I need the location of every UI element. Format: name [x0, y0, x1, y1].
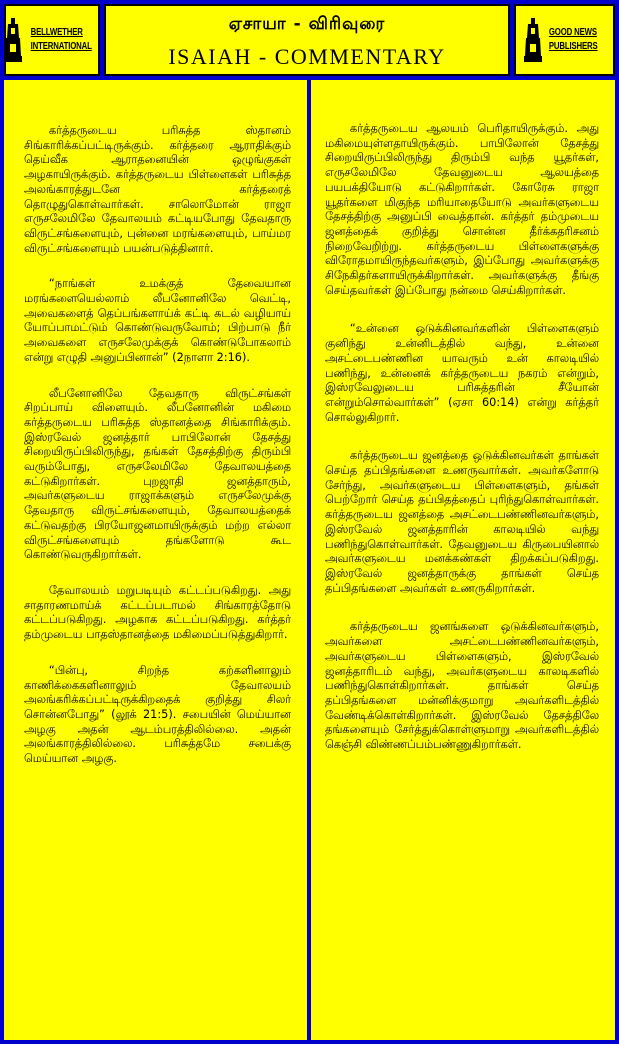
right-paragraph-3: கர்த்தருடைய ஜனத்தை ஒடுக்கினவர்கள் தாங்கள் செய்த தப்பிதங்களை உணருவார்கள். அவர்களோடு சேர்ந்து, அவர்களுடைய பிள்ளைகளும், தங்கள் பெற்றோர் செய்த தப்பிதத்தைப் புரிந்துகொள்வார்கள். கர்த்தருடைய ஜனத்தை அசட்டைபண்ணினவர்களும், இஸ்ரவேல் ஜனத்தாரின் காலடியில் வந்து பணிந்துகொள்வார்கள். தேவனுடைய கிருபையினால் அவர்களுடைய மனக்கண்கள் திறக்கப்படுகிறது. இஸ்ரவேல் ஜனத்தாருக்கு தாங்கள் செய்த தப்பிதங்களை அவர்கள் உணருகிறார்கள். — [325, 449, 599, 595]
left-paragraph-1: கர்த்தருடைய பரிசுத்த ஸ்தானம் சிங்காரிக்கப்பட்டிருக்கும். கர்த்தரை ஆராதிக்கும் தெய்வீக ஆராதனையின் ஒழுங்குகள் அழகாயிருக்கும். கர்த்தருடைய பிள்ளைகள் பரிசுத்த அலங்காரத்துடனே கர்த்தரைத் தொழுதுகொள்வார்கள். சாலொமோன் ராஜா எருசலேமிலே தேவாலயம் கட்டியபோது தேவதாரு விருட்சங்களையும், புன்னை மரங்களையும், பாய்மர விருட்சங்களையும் பயன்படுத்தினார். — [24, 124, 291, 255]
bellwether-logo-text — [30, 26, 91, 54]
left-paragraph-3: லீபனோனிலே தேவதாரு விருட்சங்கள் சிறப்பாய் விளையும். லீபனோனின் மகிமை கர்த்தருடைய பரிசுத்த ஸ்தானத்தை சிங்காரிக்கும். இஸ்ரவேல் ஜனத்தார் பாபிலோன் தேசத்து சிறையிருப்பிலிருந்து, தங்கள் தேசத்திற்கு திரும்பி வரும்போது, எருசலேமிலே தேவாலயத்தை கட்டுகிறார்கள். புறஜாதி ஜனத்தாரும், அவர்களுடைய ராஜாக்களும் எருசலேமுக்கு தேவதாரு விருட்சங்களையும், தேவாலயத்தைக் கட்டுவதற்கு பிரயோஜனமாயிருக்கும் மற்ற எல்லா விருட்சங்களையும் தங்களோடு கூட கொண்டுவருகிறார்கள். — [24, 386, 291, 562]
logo-left-line2: INTERNATIONAL — [30, 41, 92, 52]
good-news-logo-text — [549, 26, 598, 54]
left-paragraph-2: “நாங்கள் உமக்குத் தேவையான மரங்களையெல்லாம் லீபனோனிலே வெட்டி, அவைகளைத் தெப்பங்களாய்க் கட்டி கடல் வழியாய் யோப்பாமட்டும் கொண்டுவருவோம்; பிற்பாடு நீர் அவைகளை எருசலேமுக்குக் கொண்டுபோகலாம் என்று எழுதி அனுப்பினான்” (2நாளா 2:16). — [24, 277, 291, 364]
right-paragraph-4: கர்த்தருடைய ஜனங்களை ஒடுக்கினவர்களும், அவர்களை அசட்டைபண்ணினவர்களும், அவர்களுடைய பிள்ளைகளும், இஸ்ரவேல் ஜனத்தாரிடம் வந்து, அவர்களுடைய காலடிகளில் பணிந்துகொள்கிறார்கள். தாங்கள் செய்த தப்பிதங்களை மன்னிக்குமாறு அவர்களிடத்தில் வேண்டிக்கொள்கிறார்கள். இஸ்ரவேல் தேசத்திலே தங்களையும் சேர்த்துக்கொள்ளுமாறு அவர்களிடத்தில் கெஞ்சி விண்ணப்பம்பண்ணுகிறார்கள். — [325, 620, 599, 752]
right-paragraph-2: “உன்னை ஒடுக்கினவர்களின் பிள்ளைகளும் குனிந்து உன்னிடத்தில் வந்து, உன்னை அசட்டைபண்ணின யாவரும் உன் காலடியில் பணிந்து, உன்னைக் கர்த்தருடைய நகரம் என்றும், இஸ்ரவேலுடைய பரிசுத்தரின் சீயோன் என்றும்சொல்வார்கள்” (ஏசா 60:14) என்று கர்த்தர் சொல்லுகிறார். — [325, 322, 599, 424]
tower-icon — [524, 18, 542, 62]
left-paragraph-4: தேவாலயம் மறுபடியும் கட்டப்படுகிறது. அது சாதாரணமாய்க் கட்டப்படாமல் சிங்காரத்தோடு கட்டப்படுகிறது. அழகாக கட்டப்படுகிறது. கர்த்தர் தம்முடைய பாதஸ்தானத்தை மகிமைப்படுத்துகிறார். — [24, 583, 291, 642]
logo-right-line1: GOOD NEWS — [549, 27, 598, 38]
tower-icon — [4, 18, 22, 62]
left-column — [4, 80, 307, 1040]
right-paragraph-1: கர்த்தருடைய ஆலயம் பெரிதாயிருக்கும். அது மகிமையுள்ளதாயிருக்கும். பாபிலோன் தேசத்து சிறையிருப்பிலிருந்து திரும்பி வந்த யூதர்கள், எருசலேமிலே தேவனுடைய ஆலயத்தை பயபக்தியோடு கட்டுகிறார்கள். கோரேசு ராஜா யூதர்களை மிகுந்த மரியாதையோடு அவர்களுடைய தேசத்திற்கு அனுப்பி வைத்தான். கர்த்தர் தம்முடைய ஜனத்தைக் குறித்து சொன்ன தீர்க்கதரிசனம் நிறைவேறிற்று. கர்த்தருடைய பிள்ளைகளுக்கு விரோதமாயிருந்தவர்களும், இப்போது அவர்களுக்கு சிநேகிதர்களாயிருக்கிறார்கள். அவர்களுக்கு தீங்கு செய்தவர்கள் இப்போது நன்மை செய்கிறார்கள். — [325, 122, 599, 297]
good-news-logo — [514, 4, 615, 76]
bellwether-logo — [4, 4, 100, 76]
logo-right-line2: PUBLISHERS — [549, 41, 598, 52]
title-box — [104, 4, 510, 76]
left-paragraph-5: “பின்பு, சிறந்த கற்களினாலும் காணிக்கைகளினாலும் தேவாலயம் அலங்கரிக்கப்பட்டிருக்கிறதைக் குறித்து சிலர் சொன்னபோது” (லூக் 21:5). சபையின் மெய்யான அழகு அதன் ஆடம்பரத்திலில்லை. அதன் அலங்காரத்திலில்லை. பரிசுத்தமே சபைக்கு மெய்யான அழகு. — [24, 663, 291, 766]
logo-left-line1: BELLWETHER — [30, 27, 83, 38]
title-english: ISAIAH - COMMENTARY — [168, 44, 446, 69]
right-column — [311, 80, 615, 1040]
title-tamil: ஏசாயா - விரிவுரை — [228, 14, 386, 34]
